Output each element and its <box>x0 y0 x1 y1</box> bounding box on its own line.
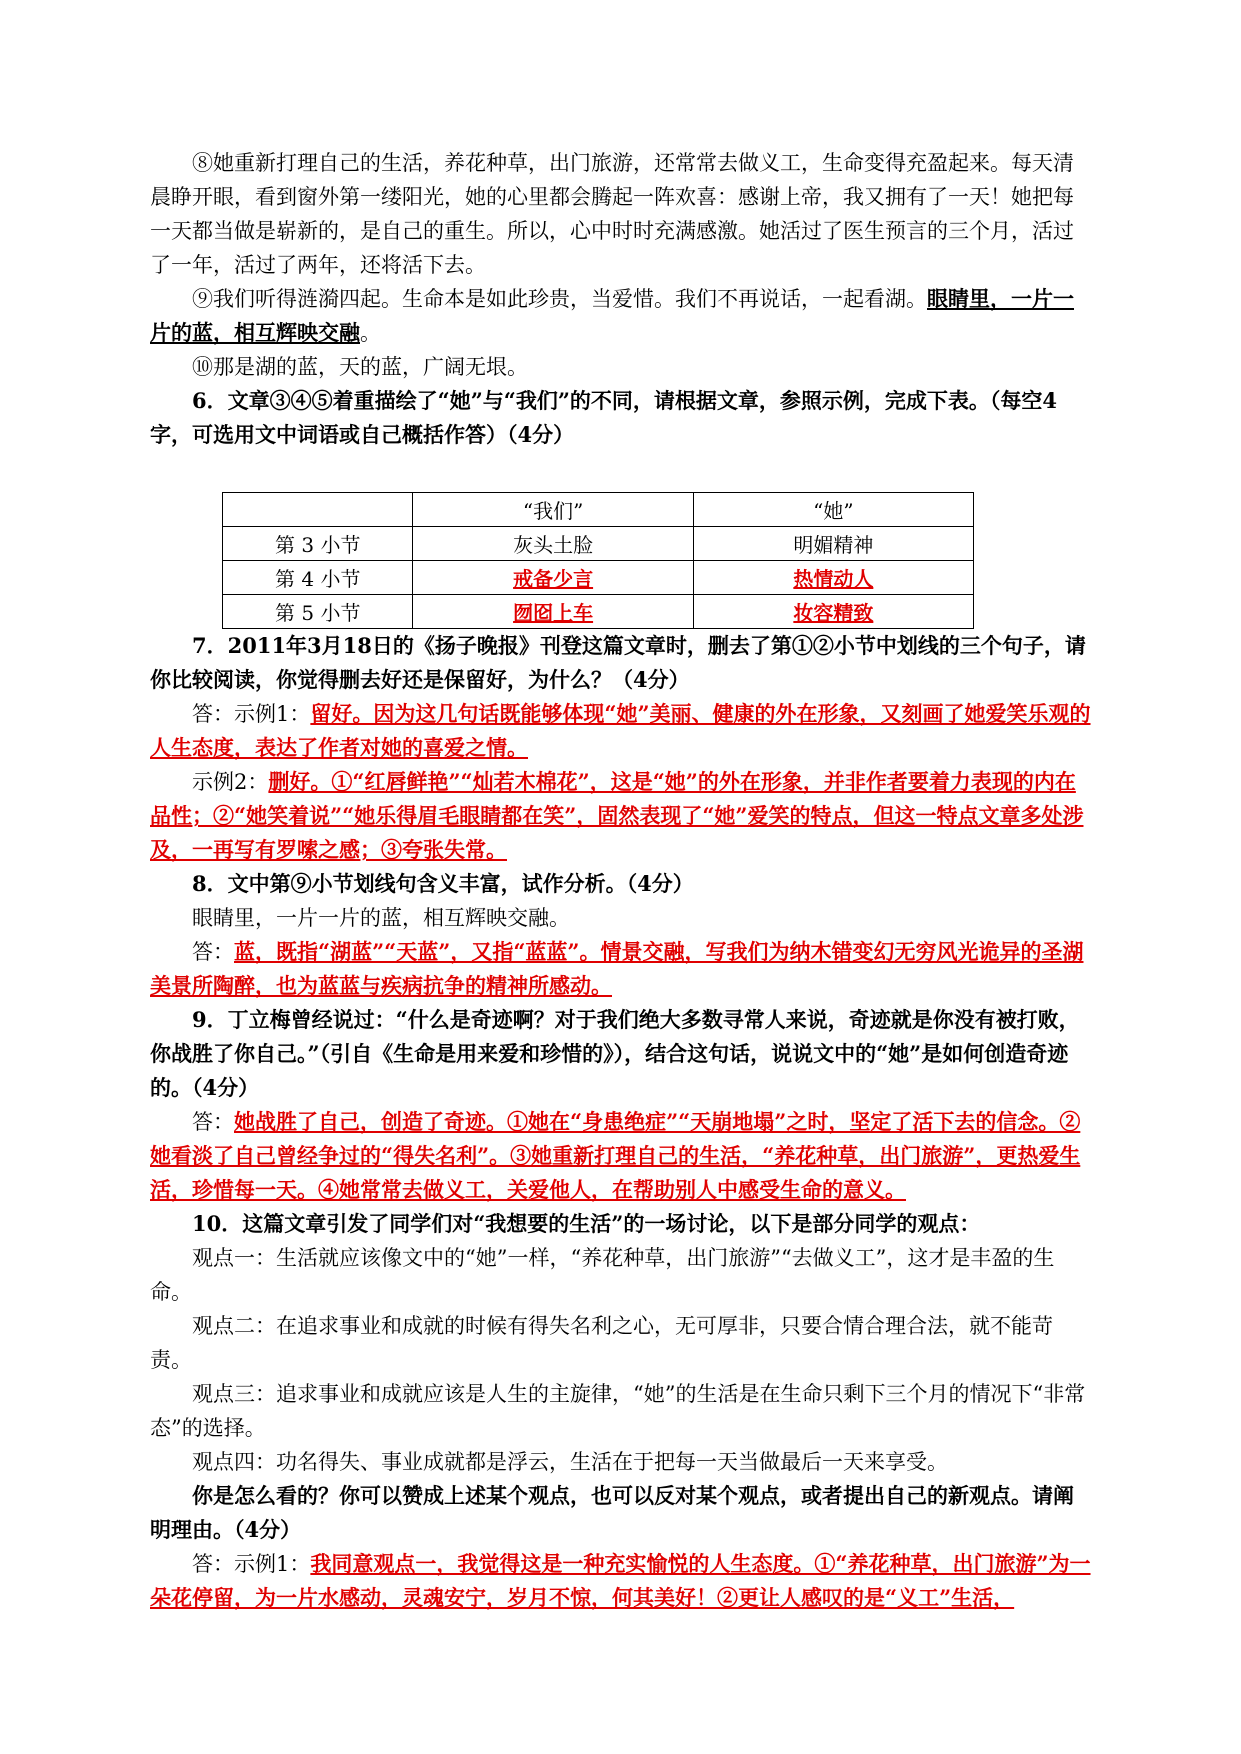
view-item: 观点二：在追求事业和成就的时候有得失名利之心，无可厚非，只要合情合理合法，就不能苛责。 <box>150 1314 1053 1372</box>
answer-text: 蓝，既指“湖蓝”“天蓝”，又指“蓝蓝”。情景交融，写我们为纳木错变幻无穷风光诡异的圣湖美景所陶醉，也为蓝蓝与疾病抗争的精神所感动。 <box>150 939 1084 998</box>
answer-text: 留好。因为这几句话既能够体现“她”美丽、健康的外在形象，又刻画了她爱笑乐观的人生态度，表达了作者对她的喜爱之情。 <box>150 701 1091 760</box>
question-7: 7．2011年3月18日的《扬子晚报》刊登这篇文章时，删去了第①②小节中划线的三个句子，请你比较阅读，你觉得删去好还是保留好，为什么？（4分） <box>150 633 1086 692</box>
answer-8 <box>150 935 1094 1003</box>
table-header-cell <box>223 493 413 527</box>
question-10: 10．这篇文章引发了同学们对“我想要的生活”的一场讨论，以下是部分同学的观点： <box>192 1211 981 1236</box>
comparison-table <box>222 492 974 629</box>
answer-text: 她战胜了自己，创造了奇迹。①她在“身患绝症”“天崩地塌”之时，坚定了活下去的信念。②她看淡了自己曾经争过的“得失名利”。③她重新打理自己的生活，“养花种草，出门旅游”，更热爱生活，珍惜每一天。④她常常去做义工，关爱他人，在帮助别人中感受生命的意义。 <box>150 1109 1081 1202</box>
table-cell: 明媚精神 <box>693 527 973 561</box>
question-8-quote: 眼睛里，一片一片的蓝，相互辉映交融。 <box>192 906 570 930</box>
view-item: 观点四：功名得失、事业成就都是浮云，生活在于把每一天当做最后一天来享受。 <box>192 1450 948 1474</box>
table-cell: 灰头土脸 <box>413 527 693 561</box>
view-item: 观点三：追求事业和成就应该是人生的主旋律，“她”的生活是在生命只剩下三个月的情况下“非常态”的选择。 <box>150 1382 1086 1440</box>
question-6: 6．文章③④⑤着重描绘了“她”与“我们”的不同，请根据文章，参照示例，完成下表。（每空4字，可选用文中词语或自己概括作答）（4分） <box>150 388 1058 447</box>
paragraph-9-text: ⑨我们听得涟漪四起。生命本是如此珍贵，当爱惜。我们不再说话，一起看湖。 <box>192 287 927 311</box>
spacer <box>150 452 1094 492</box>
table-cell: 第 5 小节 <box>223 595 413 629</box>
answer-cell: 热情动人 <box>693 561 973 595</box>
answer-prefix: 答：示例1： <box>192 1552 311 1576</box>
paragraph-9 <box>150 282 1094 350</box>
answer-cell: 妆容精致 <box>693 595 973 629</box>
table-cell: 第 4 小节 <box>223 561 413 595</box>
answer-prefix: 示例2： <box>192 770 269 794</box>
paragraph-9-underlined-sentence: 眼睛里，一片一片的蓝，相互辉映交融 <box>150 286 1074 345</box>
answer-9 <box>150 1105 1094 1207</box>
answer-prefix: 答： <box>192 940 234 964</box>
answer-10 <box>150 1547 1094 1615</box>
table-header-cell: “我们” <box>413 493 693 527</box>
answer-prefix: 答： <box>192 1110 234 1134</box>
question-9: 9．丁立梅曾经说过：“什么是奇迹啊？对于我们绝大多数寻常人来说，奇迹就是你没有被打败，你战胜了你自己。”（引自《生命是用来爱和珍惜的》），结合这句话，说说文中的“她”是如何创造奇迹的。（4分） <box>150 1007 1080 1100</box>
answer-text: 我同意观点一，我觉得这是一种充实愉悦的人生态度。①“养花种草，出门旅游”为一朵花停留，为一片水感动，灵魂安宁，岁月不惊，何其美好！②更让人感叹的是“义工”生活， <box>150 1551 1091 1610</box>
answer-7-example-2 <box>150 765 1094 867</box>
answer-7-example-1 <box>150 697 1094 765</box>
question-10-prompt: 你是怎么看的？你可以赞成上述某个观点，也可以反对某个观点，或者提出自己的新观点。请阐明理由。（4分） <box>150 1483 1074 1542</box>
document-page <box>150 146 1094 1615</box>
answer-cell: 囫囵上车 <box>413 595 693 629</box>
answer-cell: 戒备少言 <box>413 561 693 595</box>
table-row <box>223 561 974 595</box>
paragraph-9-end: 。 <box>360 321 381 345</box>
view-item: 观点一：生活就应该像文中的“她”一样，“养花种草，出门旅游”“去做义工”，这才是丰盈的生命。 <box>150 1246 1055 1304</box>
question-8: 8．文中第⑨小节划线句含义丰富，试作分析。（4分） <box>192 871 694 896</box>
table-header-cell: “她” <box>693 493 973 527</box>
table-row <box>223 527 974 561</box>
table-header-row <box>223 493 974 527</box>
answer-text: 删好。①“红唇鲜艳”“灿若木棉花”，这是“她”的外在形象，并非作者要着力表现的内在品性；②“她笑着说”“她乐得眉毛眼睛都在笑”，固然表现了“她”爱笑的特点，但这一特点文章多处涉及，一再写有罗嗦之感；③夸张失常。 <box>150 769 1084 862</box>
answer-prefix: 答：示例1： <box>192 702 311 726</box>
table-cell: 第 3 小节 <box>223 527 413 561</box>
paragraph-8: ⑧她重新打理自己的生活，养花种草，出门旅游，还常常去做义工，生命变得充盈起来。每天清晨睁开眼，看到窗外第一缕阳光，她的心里都会腾起一阵欢喜：感谢上帝，我又拥有了一天！她把每一天都当做是崭新的，是自己的重生。所以，心中时时充满感激。她活过了医生预言的三个月，活过了一年，活过了两年，还将活下去。 <box>150 151 1074 277</box>
table-row <box>223 595 974 629</box>
paragraph-10: ⑩那是湖的蓝，天的蓝，广阔无垠。 <box>192 355 528 379</box>
